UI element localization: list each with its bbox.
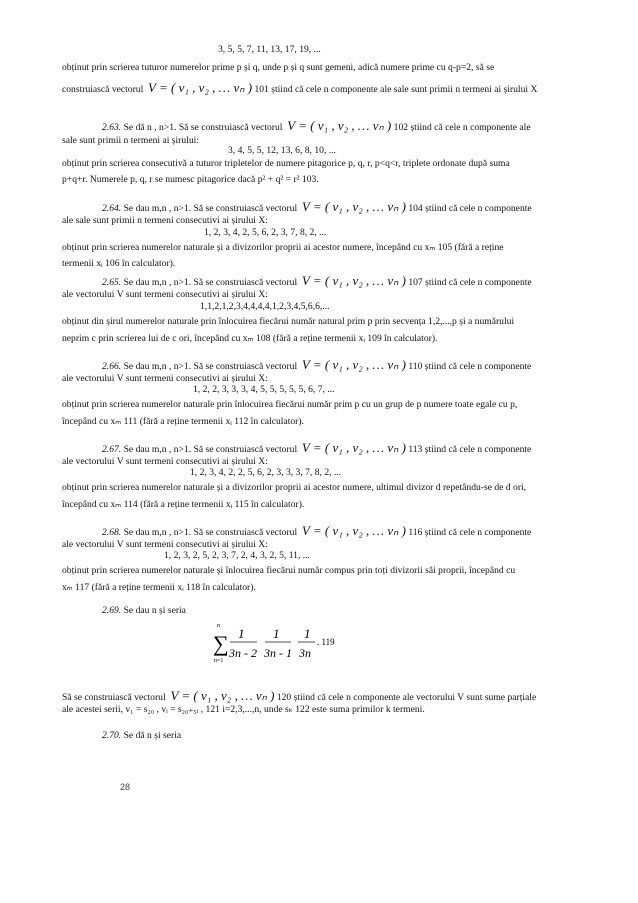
fraction-1-numerator: 1: [238, 626, 245, 641]
problem-2-67: 2.67. Se dau m,n , n>1. Să se construiască vectorul V = ( v₁ , v₂ , … vₙ ) 113 știind că cele n componente: [102, 440, 532, 455]
paragraph-line: Să se construiască vectorul V = ( v₁ , v₂ , … vₙ ) 120 știind că cele n componente ale vectorului V sunt sume parțiale: [62, 688, 537, 703]
vector-formula: V = ( v₁ , v₂ , … vₙ ): [148, 80, 253, 95]
fraction-1-denominator: 3n - 2: [229, 646, 257, 660]
problem-2-70: 2.70. Se dă n și seria: [102, 730, 182, 741]
paragraph-line: obținut prin scrierea numerelor naturale prin înlocuirea fiecărui număr prim p cu un grup de p numere toate egale cu p,: [62, 399, 518, 410]
series-formula: [205, 620, 355, 670]
paragraph-line: ale vectorului V sunt termeni consecutivi ai șirului X:: [62, 539, 268, 550]
paragraph-line: termenii xᵢ 106 în calculator).: [62, 258, 176, 269]
paragraph-line: ale sale sunt primii n termeni consecutivi ai șirului X:: [62, 215, 268, 226]
paragraph-line: sale sunt primii n termeni ai șirului:: [62, 135, 199, 146]
paragraph-line: construiască vectorul V = ( v₁ , v₂ , … vₙ ) 101 știind că cele n componente ale sale sunt primii n termeni ai șirului X: [62, 80, 538, 95]
problem-2-69: 2.69. Se dau n și seria: [102, 605, 186, 616]
paragraph-line: obținut prin scrierea numerelor naturale și înlocuirea fiecărui număr compus prin toți divizorii săi proprii, începând cu: [62, 565, 516, 576]
paragraph-line: începând cu xₘ 111 (fără a reține termenii xᵢ 112 în calculator).: [62, 416, 304, 427]
paragraph-line: neprim c prin scrierea lui de c ori, începând cu xₘ 108 (fără a reține termenii xᵢ 109 în calculator).: [62, 333, 438, 344]
paragraph-line: ale vectorului V sunt termeni consecutivi ai șirului X:: [62, 373, 268, 384]
paragraph-line: obținut din șirul numerelor naturale prin înlocuirea fiecărui număr natural prim p prin secvența 1,2,...,p și a numărului: [62, 316, 515, 327]
sequence-line: 1, 2, 3, 4, 2, 5, 6, 2, 3, 7, 8, 2, ...: [204, 227, 327, 238]
fraction-2-numerator: 1: [273, 626, 280, 641]
paragraph-line: p+q+r. Numerele p, q, r se numesc pitagorice dacă p² + q² = r² 103.: [62, 174, 319, 185]
paragraph-line: începând cu xₘ 114 (fără a reține termenii xᵢ 115 în calculator).: [62, 499, 305, 510]
problem-2-68: 2.68. Se dau m,n , n>1. Să se construiască vectorul V = ( v₁ , v₂ , … vₙ ) 116 știind că cele n componente: [102, 523, 532, 538]
fraction-3-denominator: 3n: [299, 646, 311, 660]
paragraph-line: ale acestei serii, v₁ = s₂₀ , vᵢ = s₂₀₊₅ᵢ , 121 i=2,3,...,n, unde sₖ 122 este suma primilor k termeni.: [62, 704, 425, 715]
sum-symbol: ∑: [213, 631, 229, 656]
paragraph-line: ale vectorului V sunt termeni consecutivi ai șirului X:: [62, 456, 268, 467]
sequence-line: 3, 5, 5, 7, 11, 13, 17, 19, ...: [218, 44, 321, 55]
sum-upper-limit: n: [217, 623, 220, 629]
paragraph-line: obținut prin scrierea consecutivă a tuturor tripletelor de numere pitagorice p, q, r, p<q<r, triplete ordonate după suma: [62, 158, 510, 169]
fraction-3-numerator: 1: [304, 626, 311, 641]
paragraph-line: obținut prin scrierea tuturor numerelor prime p și q, unde p și q sunt gemeni, adică numere prime cu q-p=2, să se: [62, 62, 495, 73]
sequence-line: 1, 2, 3, 2, 5, 2, 3, 7, 2, 4, 3, 2, 5, 11, ...: [164, 550, 310, 561]
problem-2-66: 2.66. Se dau m,n , n>1. Să se construiască vectorul V = ( v₁ , v₂ , … vₙ ) 110 știind că cele n componente: [102, 357, 532, 372]
sequence-line: 1, 2, 3, 4, 2, 2, 5, 6, 2, 3, 3, 3, 7, 8, 2, ...: [190, 467, 342, 478]
equation-tag: . 119: [317, 637, 335, 647]
problem-2-65: 2.65. Se dau m,n , n>1. Să se construiască vectorul V = ( v₁ , v₂ , … vₙ ) 107 știind că cele n componente: [102, 273, 532, 288]
paragraph-line: xₘ 117 (fără a reține termenii xᵢ 118 în calculator).: [62, 582, 256, 593]
paragraph-line: ale vectorului V sunt termeni consecutivi ai șirului X:: [62, 289, 268, 300]
paragraph-line: obținut prin scrierea numerelor naturale și a divizorilor proprii ai acestor numere, ultimul divizor d repetându-se de d ori,: [62, 482, 527, 493]
problem-2-64: 2.64. Se dau m,n , n>1. Să se construiască vectorul V = ( v₁ , v₂ , … vₙ ) 104 știind că cele n componente: [102, 199, 532, 214]
problem-2-63: 2.63. Se dă n , n>1. Să se construiască vectorul V = ( v₁ , v₂ , … vₙ ) 102 știind că cele n componente ale: [102, 118, 531, 133]
fraction-2-denominator: 3n - 1: [264, 646, 292, 660]
sequence-line: 3, 4, 5, 5, 12, 13, 6, 8, 10, ...: [228, 145, 336, 156]
paragraph-line: obținut prin scrierea numerelor naturale și a divizorilor proprii ai acestor numere, începând cu xₘ 105 (fără a reține: [62, 242, 504, 253]
sum-lower-limit: n=1: [214, 658, 224, 664]
sequence-line: 1,1,2,1,2,3,4,4,4,4,1,2,3,4,5,6,6,...: [200, 301, 330, 312]
page-number: 28: [120, 782, 131, 792]
sequence-line: 1, 2, 2, 3, 3, 3, 4, 5, 5, 5, 5, 5, 6, 7, ...: [193, 384, 335, 395]
